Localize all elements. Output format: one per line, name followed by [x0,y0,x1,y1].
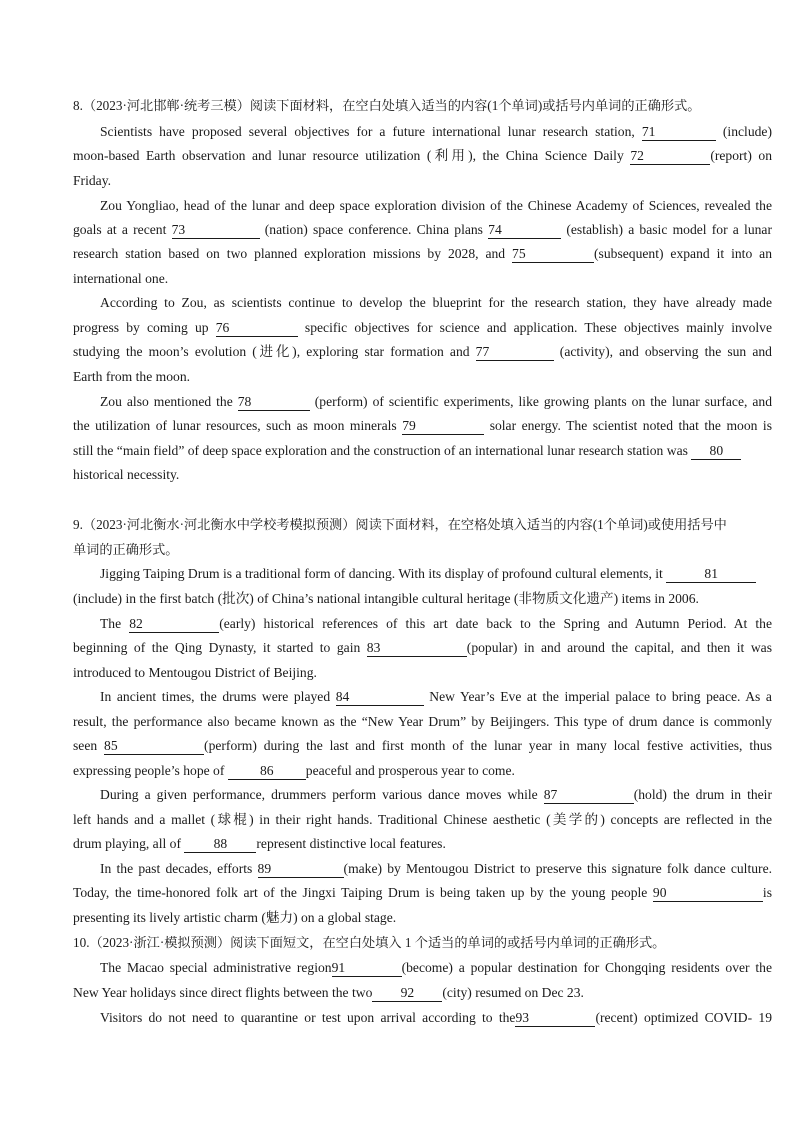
text-line: studying the moon’s evolution (进化), exploring star formation and 77 (activity), and observing the sun and [73,344,772,359]
text-line: presenting its lively artistic charm (魅力) on a global stage. [73,910,397,925]
text-line: drum playing, all of 88 represent distinctive local features. [73,836,446,851]
blank-88[interactable]: 88 [184,836,256,853]
blank-84[interactable]: 84 [336,689,424,706]
blank-82[interactable]: 82 [129,616,219,633]
blank-80[interactable]: 80 [691,443,741,460]
text-line: In the past decades, efforts 89 (make) by Mentougou District to preserve this signature folk dance culture. [100,861,772,876]
blank-79[interactable]: 79 [402,418,484,435]
text-line: left hands and a mallet (球棍) in their right hands. Traditional Chinese aesthetic (美学的) concepts are reflected in the [73,812,772,827]
blank-77[interactable]: 77 [476,344,554,361]
text-line: According to Zou, as scientists continue to develop the blueprint for the research station, they have already made [100,295,772,310]
text-line: Jigging Taiping Drum is a traditional form of dancing. With its display of profound cultural elements, it 81 [100,564,800,584]
blank-86[interactable]: 86 [228,763,306,780]
blank-87[interactable]: 87 [544,787,634,804]
blank-90[interactable]: 90 [653,885,763,902]
text-line: Zou also mentioned the 78 (perform) of scientific experiments, like growing plants on the lunar surface, and [100,394,772,409]
text-line: the utilization of lunar resources, such as moon minerals 79 solar energy. The scientist noted that the moon is [73,418,772,433]
text-line: In ancient times, the drums were played 84 New Year’s Eve at the imperial palace to bring peace. As a [100,689,772,704]
text-line: research station based on two planned exploration missions by 2028, and 75 (subsequent) expand it into an [73,246,772,261]
text-line: goals at a recent 73 (nation) space conference. China plans 74 (establish) a basic model for a lunar [73,222,772,237]
blank-75[interactable]: 75 [512,246,594,263]
blank-81[interactable]: 81 [666,566,756,583]
text-line: Earth from the moon. [73,369,191,384]
text-line: Today, the time-honored folk art of the Jingxi Taiping Drum is being taken up by the young people 90 is [73,885,772,900]
blank-83[interactable]: 83 [367,640,467,657]
text-line: seen 85 (perform) during the last and first month of the lunar year in many local festive activities, thus [73,738,772,753]
text-line: New Year holidays since direct flights between the two 92 (city) resumed on Dec 23. [73,985,584,1000]
text-line: result, the performance also became known as the “New Year Drum” by Beijingers. This type of drum dance is commonly [73,714,772,729]
blank-71[interactable]: 71 [642,124,716,141]
blank-93[interactable]: 93 [515,1010,595,1027]
blank-73[interactable]: 73 [172,222,260,239]
text-line: Scientists have proposed several objectives for a future international lunar research station, 71 (include) [100,124,772,139]
text-line: progress by coming up 76 specific objectives for science and application. These objectives mainly involve [73,320,773,335]
text-line: expressing people’s hope of 86 peaceful and prosperous year to come. [73,763,515,778]
text-line: historical necessity. [73,467,180,482]
blank-89[interactable]: 89 [258,861,344,878]
text-line: The 82 (early) historical references of this art date back to the Spring and Autumn Period. At the [100,616,772,631]
text-line: During a given performance, drummers perform various dance moves while 87 (hold) the drum in their [100,787,772,802]
text-line: still the “main field” of deep space exploration and the construction of an international lunar research station was 80 [73,441,800,461]
q8-header: 8.（2023·河北邯郸·统考三模）阅读下面材料，在空白处填入适当的内容(1个单词)或括号内单词的正确形式。 [73,98,701,113]
blank-74[interactable]: 74 [488,222,561,239]
blank-78[interactable]: 78 [238,394,310,411]
text-line: Zou Yongliao, head of the lunar and deep space exploration division of the Chinese Academy of Sciences, revealed the [100,198,772,213]
q9-header: 9.（2023·河北衡水·河北衡水中学校考模拟预测）阅读下面材料，在空格处填入适当的内容(1个单词)或使用括号中 [73,517,727,532]
text-line: Visitors do not need to quarantine or test upon arrival according to the93 (recent) optimized COVID- 19 [100,1010,772,1025]
blank-72[interactable]: 72 [630,148,710,165]
blank-76[interactable]: 76 [216,320,298,337]
blank-85[interactable]: 85 [104,738,204,755]
blank-92[interactable]: 92 [372,985,442,1002]
blank-91[interactable]: 91 [332,960,402,977]
text-line: The Macao special administrative region91 (become) a popular destination for Chongqing residents over the [100,960,772,975]
text-line: international one. [73,271,169,286]
text-line: moon-based Earth observation and lunar resource utilization (利用), the China Science Daily 72 (report) on [73,148,772,163]
text-line: Friday. [73,173,112,188]
q10-header: 10.（2023·浙江·模拟预测）阅读下面短文，在空白处填入 1 个适当的单词的或括号内单词的正确形式。 [73,935,666,950]
text-line: (include) in the first batch (批次) of China’s national intangible cultural heritage (非物质文化遗产) items in 2006. [73,591,699,606]
text-line: introduced to Mentougou District of Beijing. [73,665,317,680]
q9-header-cont: 单词的正确形式。 [73,542,179,557]
text-line: beginning of the Qing Dynasty, it started to gain 83 (popular) in and around the capital, and then it was [73,640,772,655]
